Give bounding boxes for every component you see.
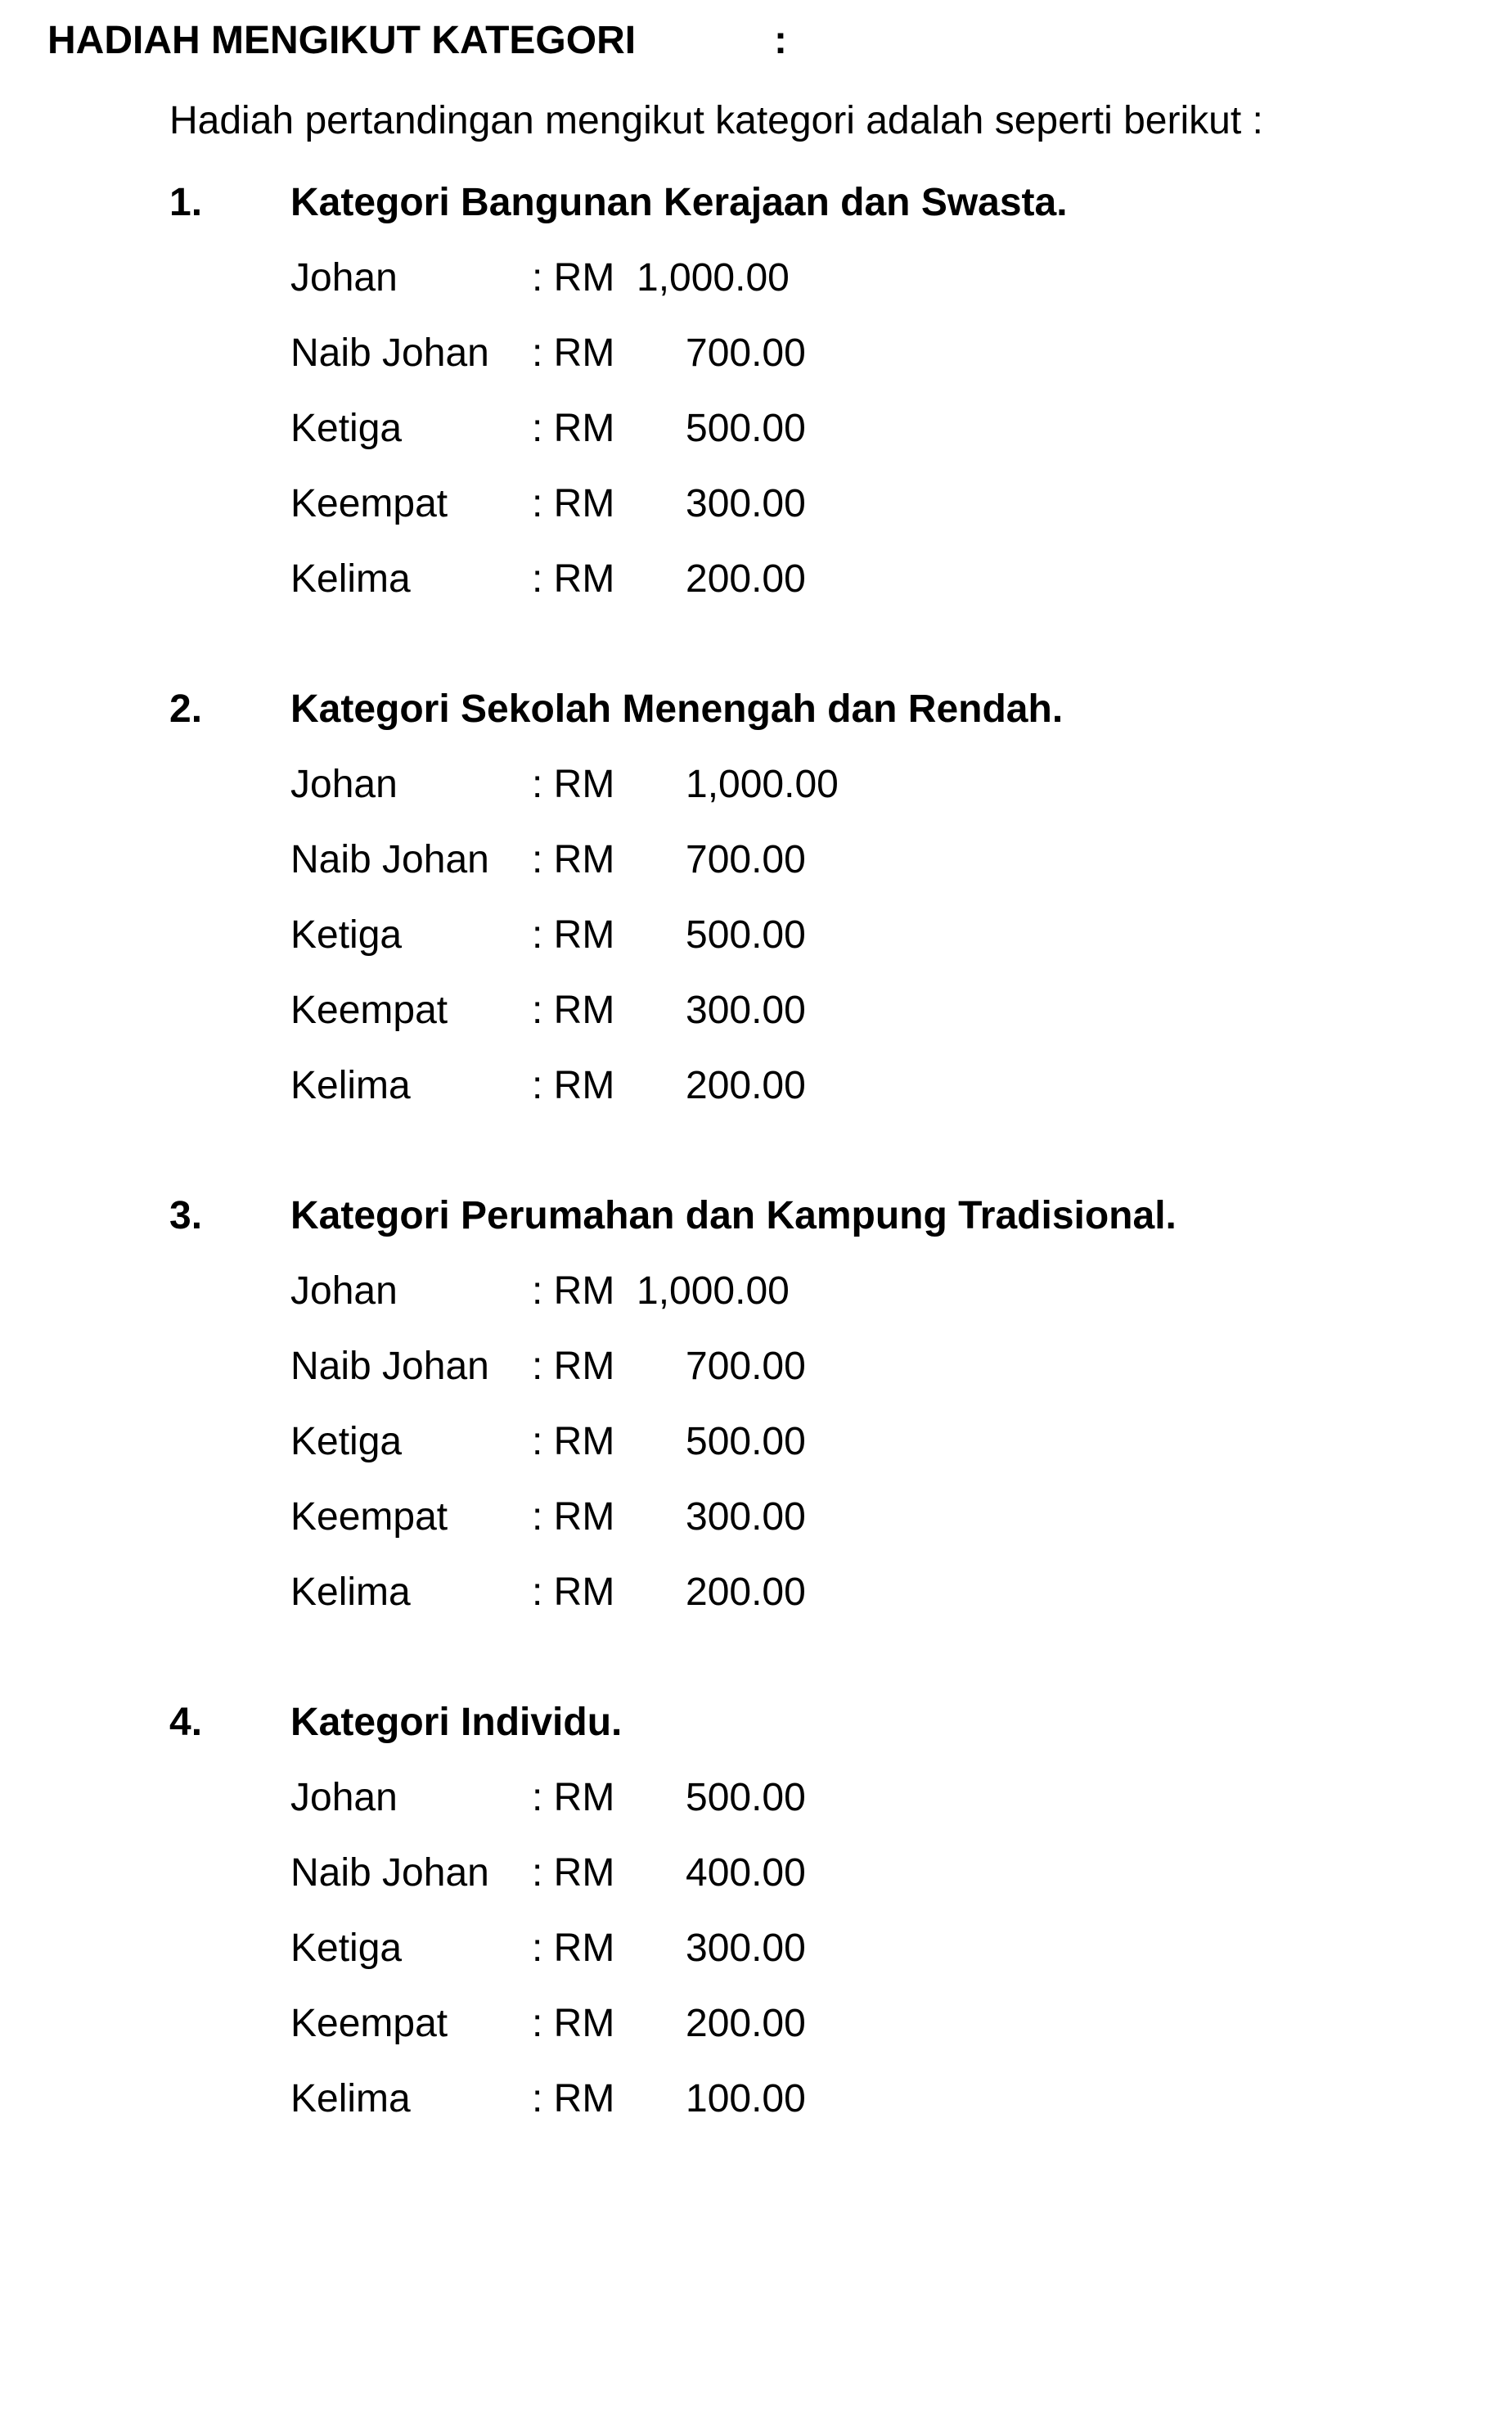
prize-currency: : RM (532, 407, 615, 450)
prize-rank: Johan (290, 763, 398, 806)
prize-row (0, 906, 1512, 965)
prize-row (0, 1563, 1512, 1622)
prize-amount: 200.00 (686, 1064, 806, 1107)
category-number: 2. (169, 687, 203, 731)
prize-rank: Johan (290, 256, 398, 300)
prize-amount: 1,000.00 (637, 256, 790, 300)
prize-currency: : RM (532, 331, 615, 375)
prize-row (0, 1919, 1512, 1978)
category-number: 3. (169, 1194, 203, 1237)
prize-amount: 700.00 (686, 331, 806, 375)
prize-currency: : RM (532, 557, 615, 601)
prize-amount: 400.00 (686, 1851, 806, 1895)
prize-rank: Keempat (290, 989, 448, 1032)
prize-row (0, 1337, 1512, 1396)
prize-amount: 300.00 (686, 482, 806, 525)
category-title: Kategori Individu. (290, 1701, 623, 1744)
heading-colon: : (774, 19, 787, 62)
prize-currency: : RM (532, 1776, 615, 1819)
prize-rank: Ketiga (290, 407, 403, 450)
prize-amount: 700.00 (686, 838, 806, 881)
prize-row (0, 1488, 1512, 1547)
category-title: Kategori Perumahan dan Kampung Tradisional. (290, 1194, 1177, 1237)
prize-currency: : RM (532, 482, 615, 525)
prize-rank: Ketiga (290, 913, 403, 957)
prize-amount: 500.00 (686, 1420, 806, 1463)
prize-row (0, 1844, 1512, 1903)
category-title: Kategori Bangunan Kerajaan dan Swasta. (290, 181, 1068, 224)
prize-rank: Naib Johan (290, 331, 489, 375)
prize-row (0, 324, 1512, 383)
prize-currency: : RM (532, 1269, 615, 1313)
prize-rank: Ketiga (290, 1927, 403, 1970)
prize-rank: Ketiga (290, 1420, 403, 1463)
category-number: 1. (169, 181, 203, 224)
prize-row (0, 249, 1512, 308)
prize-amount: 1,000.00 (686, 763, 839, 806)
prize-currency: : RM (532, 1345, 615, 1388)
prize-rank: Kelima (290, 2077, 411, 2120)
intro-text: Hadiah pertandingan mengikut kategori adalah seperti berikut : (169, 99, 1263, 142)
prize-rank: Keempat (290, 1495, 448, 1539)
prize-row (0, 550, 1512, 609)
prize-row (0, 1262, 1512, 1321)
prize-currency: : RM (532, 763, 615, 806)
prize-rank: Kelima (290, 1571, 411, 1614)
prize-amount: 1,000.00 (637, 1269, 790, 1313)
prize-row (0, 1413, 1512, 1471)
prize-amount: 300.00 (686, 1495, 806, 1539)
prize-amount: 500.00 (686, 913, 806, 957)
prize-row (0, 981, 1512, 1040)
prize-currency: : RM (532, 1851, 615, 1895)
prize-currency: : RM (532, 913, 615, 957)
prize-row (0, 755, 1512, 814)
prize-currency: : RM (532, 2002, 615, 2045)
prize-currency: : RM (532, 1571, 615, 1614)
prize-amount: 300.00 (686, 1927, 806, 1970)
prize-row (0, 1769, 1512, 1827)
prize-row (0, 831, 1512, 890)
prize-row (0, 1057, 1512, 1115)
prize-row (0, 475, 1512, 534)
prize-amount: 200.00 (686, 557, 806, 601)
prize-currency: : RM (532, 1420, 615, 1463)
prize-row (0, 1994, 1512, 2053)
prize-currency: : RM (532, 838, 615, 881)
prize-rank: Naib Johan (290, 838, 489, 881)
prize-amount: 500.00 (686, 407, 806, 450)
prize-rank: Keempat (290, 2002, 448, 2045)
prize-row (0, 399, 1512, 458)
prize-currency: : RM (532, 1927, 615, 1970)
prize-rank: Kelima (290, 557, 411, 601)
prize-amount: 500.00 (686, 1776, 806, 1819)
prize-amount: 100.00 (686, 2077, 806, 2120)
prize-rank: Naib Johan (290, 1345, 489, 1388)
prize-currency: : RM (532, 2077, 615, 2120)
prize-amount: 200.00 (686, 2002, 806, 2045)
prize-currency: : RM (532, 1495, 615, 1539)
page-heading (47, 11, 787, 70)
prize-currency: : RM (532, 1064, 615, 1107)
prize-row (0, 2070, 1512, 2129)
category-title: Kategori Sekolah Menengah dan Rendah. (290, 687, 1064, 731)
prize-amount: 700.00 (686, 1345, 806, 1388)
prize-rank: Naib Johan (290, 1851, 489, 1895)
prize-amount: 300.00 (686, 989, 806, 1032)
prize-rank: Kelima (290, 1064, 411, 1107)
heading-title: HADIAH MENGIKUT KATEGORI (47, 19, 637, 62)
category-number: 4. (169, 1701, 203, 1744)
prize-rank: Keempat (290, 482, 448, 525)
prize-amount: 200.00 (686, 1571, 806, 1614)
prize-currency: : RM (532, 256, 615, 300)
prize-rank: Johan (290, 1269, 398, 1313)
prize-rank: Johan (290, 1776, 398, 1819)
prize-currency: : RM (532, 989, 615, 1032)
